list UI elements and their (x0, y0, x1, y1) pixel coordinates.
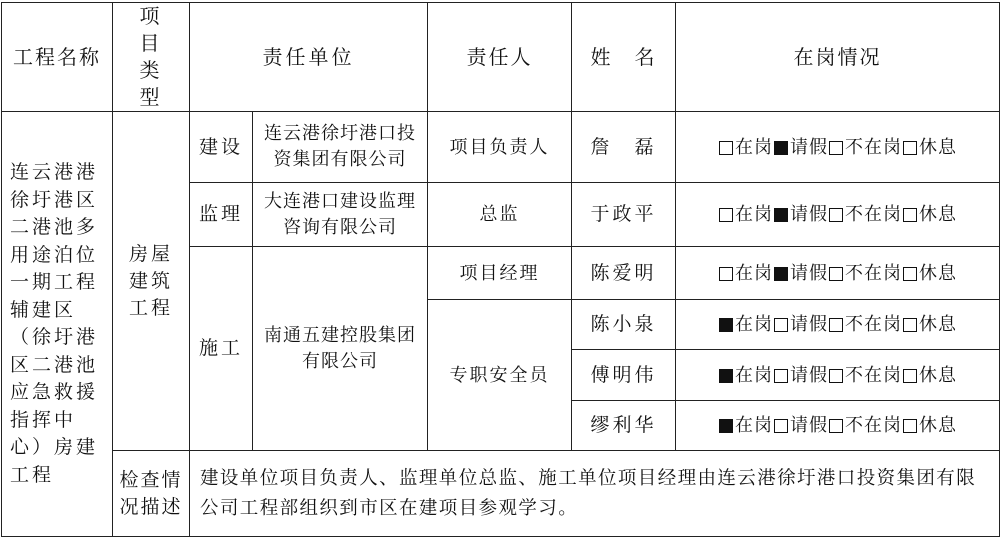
checkbox-checked-icon (719, 419, 733, 433)
role-project-manager: 项目经理 (428, 247, 572, 300)
status-row-5 (676, 350, 1000, 401)
checkbox-empty-icon (774, 369, 788, 383)
checkbox-empty-icon (829, 369, 843, 383)
status-option-label: 不在岗 (845, 314, 902, 335)
inspection-description: 建设单位项目负责人、监理单位总监、施工单位项目经理由连云港徐圩港口投资集团有限公司工程部组织到市区在建项目参观学习。 (190, 451, 1000, 537)
checkbox-empty-icon (829, 208, 843, 222)
person-name: 傅明伟 (572, 350, 676, 401)
unit-supervision: 大连港口建设监理咨询有限公司 (253, 183, 428, 247)
status-row-4 (676, 300, 1000, 350)
checkbox-checked-icon (719, 369, 733, 383)
header-on-duty-status: 在岗情况 (676, 3, 1000, 112)
status-option-label: 在岗 (735, 262, 773, 284)
status-option-label: 请假 (790, 262, 828, 284)
status-option-label: 请假 (790, 204, 828, 225)
status-row-6 (676, 401, 1000, 451)
header-responsible-person: 责任人 (428, 3, 572, 112)
category-construction-owner: 建设 (190, 112, 253, 183)
person-name: 于政平 (572, 183, 676, 247)
checkbox-empty-icon (903, 419, 917, 433)
checkbox-empty-icon (903, 318, 917, 332)
unit-construction-owner: 连云港徐圩港口投资集团有限公司 (253, 112, 428, 183)
category-supervision: 监理 (190, 183, 253, 247)
status-option-label: 在岗 (735, 364, 773, 386)
checkbox-empty-icon (719, 267, 733, 281)
status-option-label: 在岗 (735, 204, 773, 225)
status-option-label: 不在岗 (845, 204, 902, 225)
checkbox-empty-icon (903, 369, 917, 383)
inspection-table (1, 2, 1000, 537)
person-name: 詹 磊 (572, 112, 676, 183)
checkbox-empty-icon (903, 267, 917, 281)
checkbox-empty-icon (903, 208, 917, 222)
status-option-label: 休息 (919, 262, 957, 284)
status-option-label: 在岗 (735, 136, 773, 158)
checkbox-checked-icon (774, 141, 788, 155)
checkbox-checked-icon (719, 318, 733, 332)
status-option-label: 休息 (919, 364, 957, 386)
person-name: 陈爱明 (572, 247, 676, 300)
status-option-label: 不在岗 (845, 364, 902, 386)
status-option-label: 请假 (790, 364, 828, 386)
status-option-label: 请假 (790, 314, 828, 335)
role-safety-officer: 专职安全员 (428, 300, 572, 451)
status-row-3 (676, 247, 1000, 300)
status-option-label: 请假 (790, 136, 828, 158)
status-row-1 (676, 112, 1000, 183)
role-project-leader: 项目负责人 (428, 112, 572, 183)
project-type: 房屋建筑工程 (113, 112, 190, 451)
header-project-name: 工程名称 (2, 3, 113, 112)
status-option-label: 休息 (919, 314, 957, 335)
role-chief-supervisor: 总监 (428, 183, 572, 247)
checkbox-empty-icon (829, 267, 843, 281)
category-contractor: 施工 (190, 247, 253, 451)
inspection-label: 检查情况描述 (113, 451, 190, 537)
unit-contractor: 南通五建控股集团有限公司 (253, 247, 428, 451)
checkbox-checked-icon (774, 267, 788, 281)
checkbox-empty-icon (829, 318, 843, 332)
checkbox-empty-icon (774, 419, 788, 433)
status-option-label: 在岗 (735, 314, 773, 335)
checkbox-empty-icon (829, 141, 843, 155)
header-name: 姓 名 (572, 3, 676, 112)
status-option-label: 不在岗 (845, 136, 902, 158)
checkbox-empty-icon (829, 419, 843, 433)
status-option-label: 在岗 (735, 415, 773, 436)
status-option-label: 休息 (919, 204, 957, 225)
header-responsible-unit: 责任单位 (190, 3, 428, 112)
status-option-label: 请假 (790, 415, 828, 436)
status-option-label: 不在岗 (845, 262, 902, 284)
status-option-label: 休息 (919, 136, 957, 158)
status-option-label: 休息 (919, 415, 957, 436)
person-name: 缪利华 (572, 401, 676, 451)
person-name: 陈小泉 (572, 300, 676, 350)
checkbox-empty-icon (719, 208, 733, 222)
checkbox-empty-icon (719, 141, 733, 155)
header-project-type: 项目类型 (113, 3, 190, 112)
status-option-label: 不在岗 (845, 415, 902, 436)
checkbox-empty-icon (774, 318, 788, 332)
checkbox-empty-icon (903, 141, 917, 155)
checkbox-checked-icon (774, 208, 788, 222)
project-name: 连云港港徐圩港区二港池多用途泊位一期工程辅建区（徐圩港区二港池应急救援指挥中心）房建工程 (2, 112, 113, 537)
status-row-2 (676, 183, 1000, 247)
